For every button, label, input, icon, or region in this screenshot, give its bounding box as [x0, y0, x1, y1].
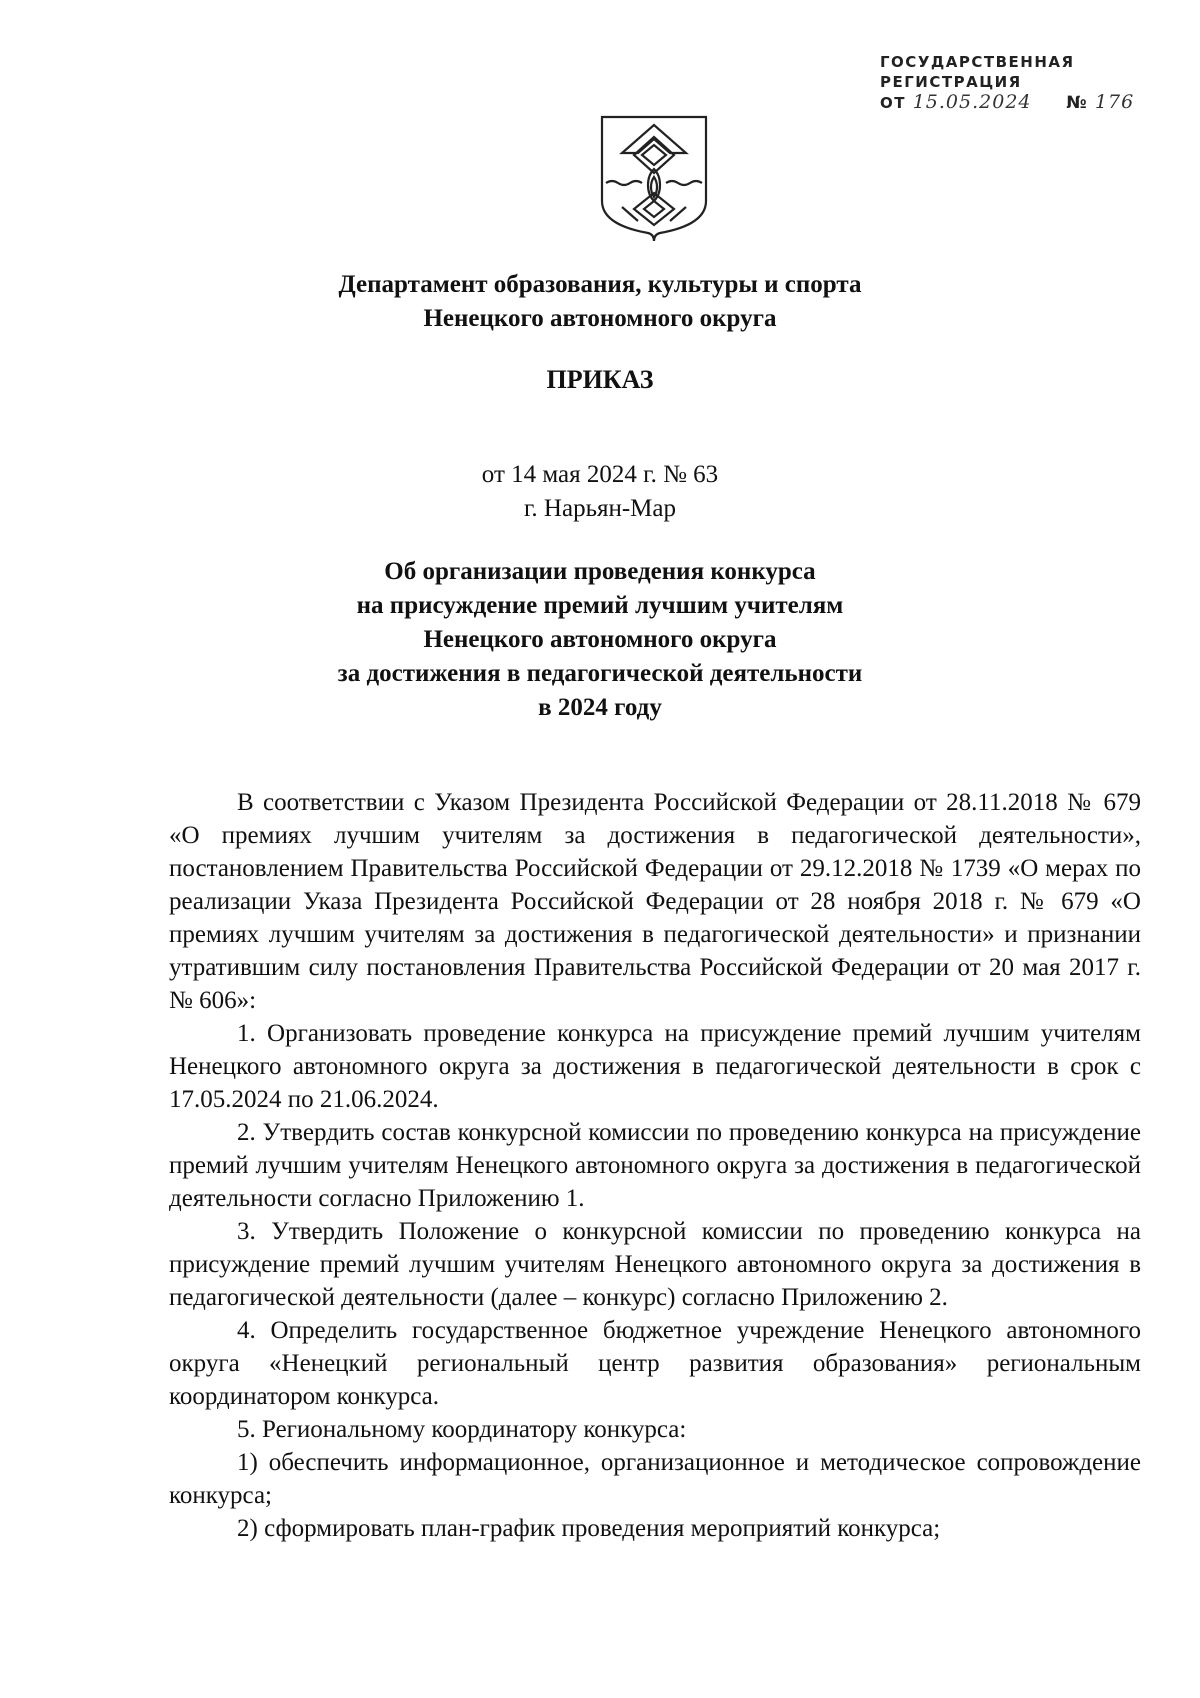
department-header — [0, 268, 1200, 336]
subject-line-2: на присуждение премий лучшим учителям — [356, 592, 844, 619]
order-subject — [0, 555, 1200, 725]
stamp-line-2: РЕГИСТРАЦИЯ — [880, 73, 1022, 91]
order-item-5: 5. Региональному координатору конкурса: — [237, 1416, 687, 1443]
order-item-1: 1. Организовать проведение конкурса на присуждение премий лучшим учителям Ненецкого автономного округа за достижения в педагогической деятельности в срок с 17.05.2024 по 21.06.2024. — [169, 1020, 1141, 1113]
order-date-number: от 14 мая 2024 г. № 63 — [481, 461, 719, 488]
order-city: г. Нарьян-Мар — [523, 495, 676, 522]
subject-line-5: в 2024 году — [538, 694, 662, 721]
order-item-4: 4. Определить государственное бюджетное учреждение Ненецкого автономного округа «Ненецкий региональный центр развития образования» региональным координатором конкурса. — [169, 1317, 1141, 1410]
subject-line-1: Об организации проведения конкурса — [384, 558, 816, 585]
stamp-number-value: 176 — [1094, 91, 1135, 113]
order-item-2: 2. Утвердить состав конкурсной комиссии по проведению конкурса на присуждение премий лучшим учителям Ненецкого автономного округа за достижения в педагогической деятельности согласно Приложению 1. — [169, 1119, 1141, 1212]
preamble-paragraph: В соответствии с Указом Президента Российской Федерации от 28.11.2018 № 679 «О премиях лучшим учителям за достижения в педагогической деятельности», постановлением Правительства Российской Федерации от 29.12.2018 № 1739 «О мерах по реализации Указа Президента Российской Федерации от 28 ноября 2018 г. № 679 «О премиях лучшим учителям за достижения в педагогической деятельности» и признании утратившим силу постановления Правительства Российской Федерации от 20 мая 2017 г. № 606»: — [169, 789, 1141, 1014]
department-line-1: Департамент образования, культуры и спорта — [338, 271, 862, 298]
stamp-line-3 — [880, 92, 1134, 113]
stamp-line-1: ГОСУДАРСТВЕННАЯ — [880, 53, 1075, 71]
subject-line-3: Ненецкого автономного округа — [423, 626, 777, 653]
order-body — [169, 786, 1141, 1545]
stamp-date-prefix: ОТ — [880, 94, 906, 112]
order-item-3: 3. Утвердить Положение о конкурсной комиссии по проведению конкурса на присуждение премий лучшим учителям Ненецкого автономного округа за достижения в педагогической деятельности (далее – конкурс) согласно Приложению 2. — [169, 1218, 1141, 1311]
order-item-5-1: 1) обеспечить информационное, организационное и методическое сопровождение конкурса; — [169, 1449, 1141, 1509]
stamp-number-sign: № — [1066, 93, 1089, 113]
document-type: ПРИКАЗ — [546, 365, 654, 394]
order-item-5-2: 2) сформировать план-график проведения мероприятий конкурса; — [237, 1515, 941, 1542]
department-line-2: Ненецкого автономного округа — [423, 305, 777, 332]
subject-line-4: за достижения в педагогической деятельности — [337, 660, 863, 687]
stamp-date-value: 15.05.2024 — [912, 91, 1032, 113]
registration-stamp — [880, 52, 1134, 113]
coat-of-arms-icon — [598, 113, 710, 246]
document-meta — [0, 458, 1200, 526]
